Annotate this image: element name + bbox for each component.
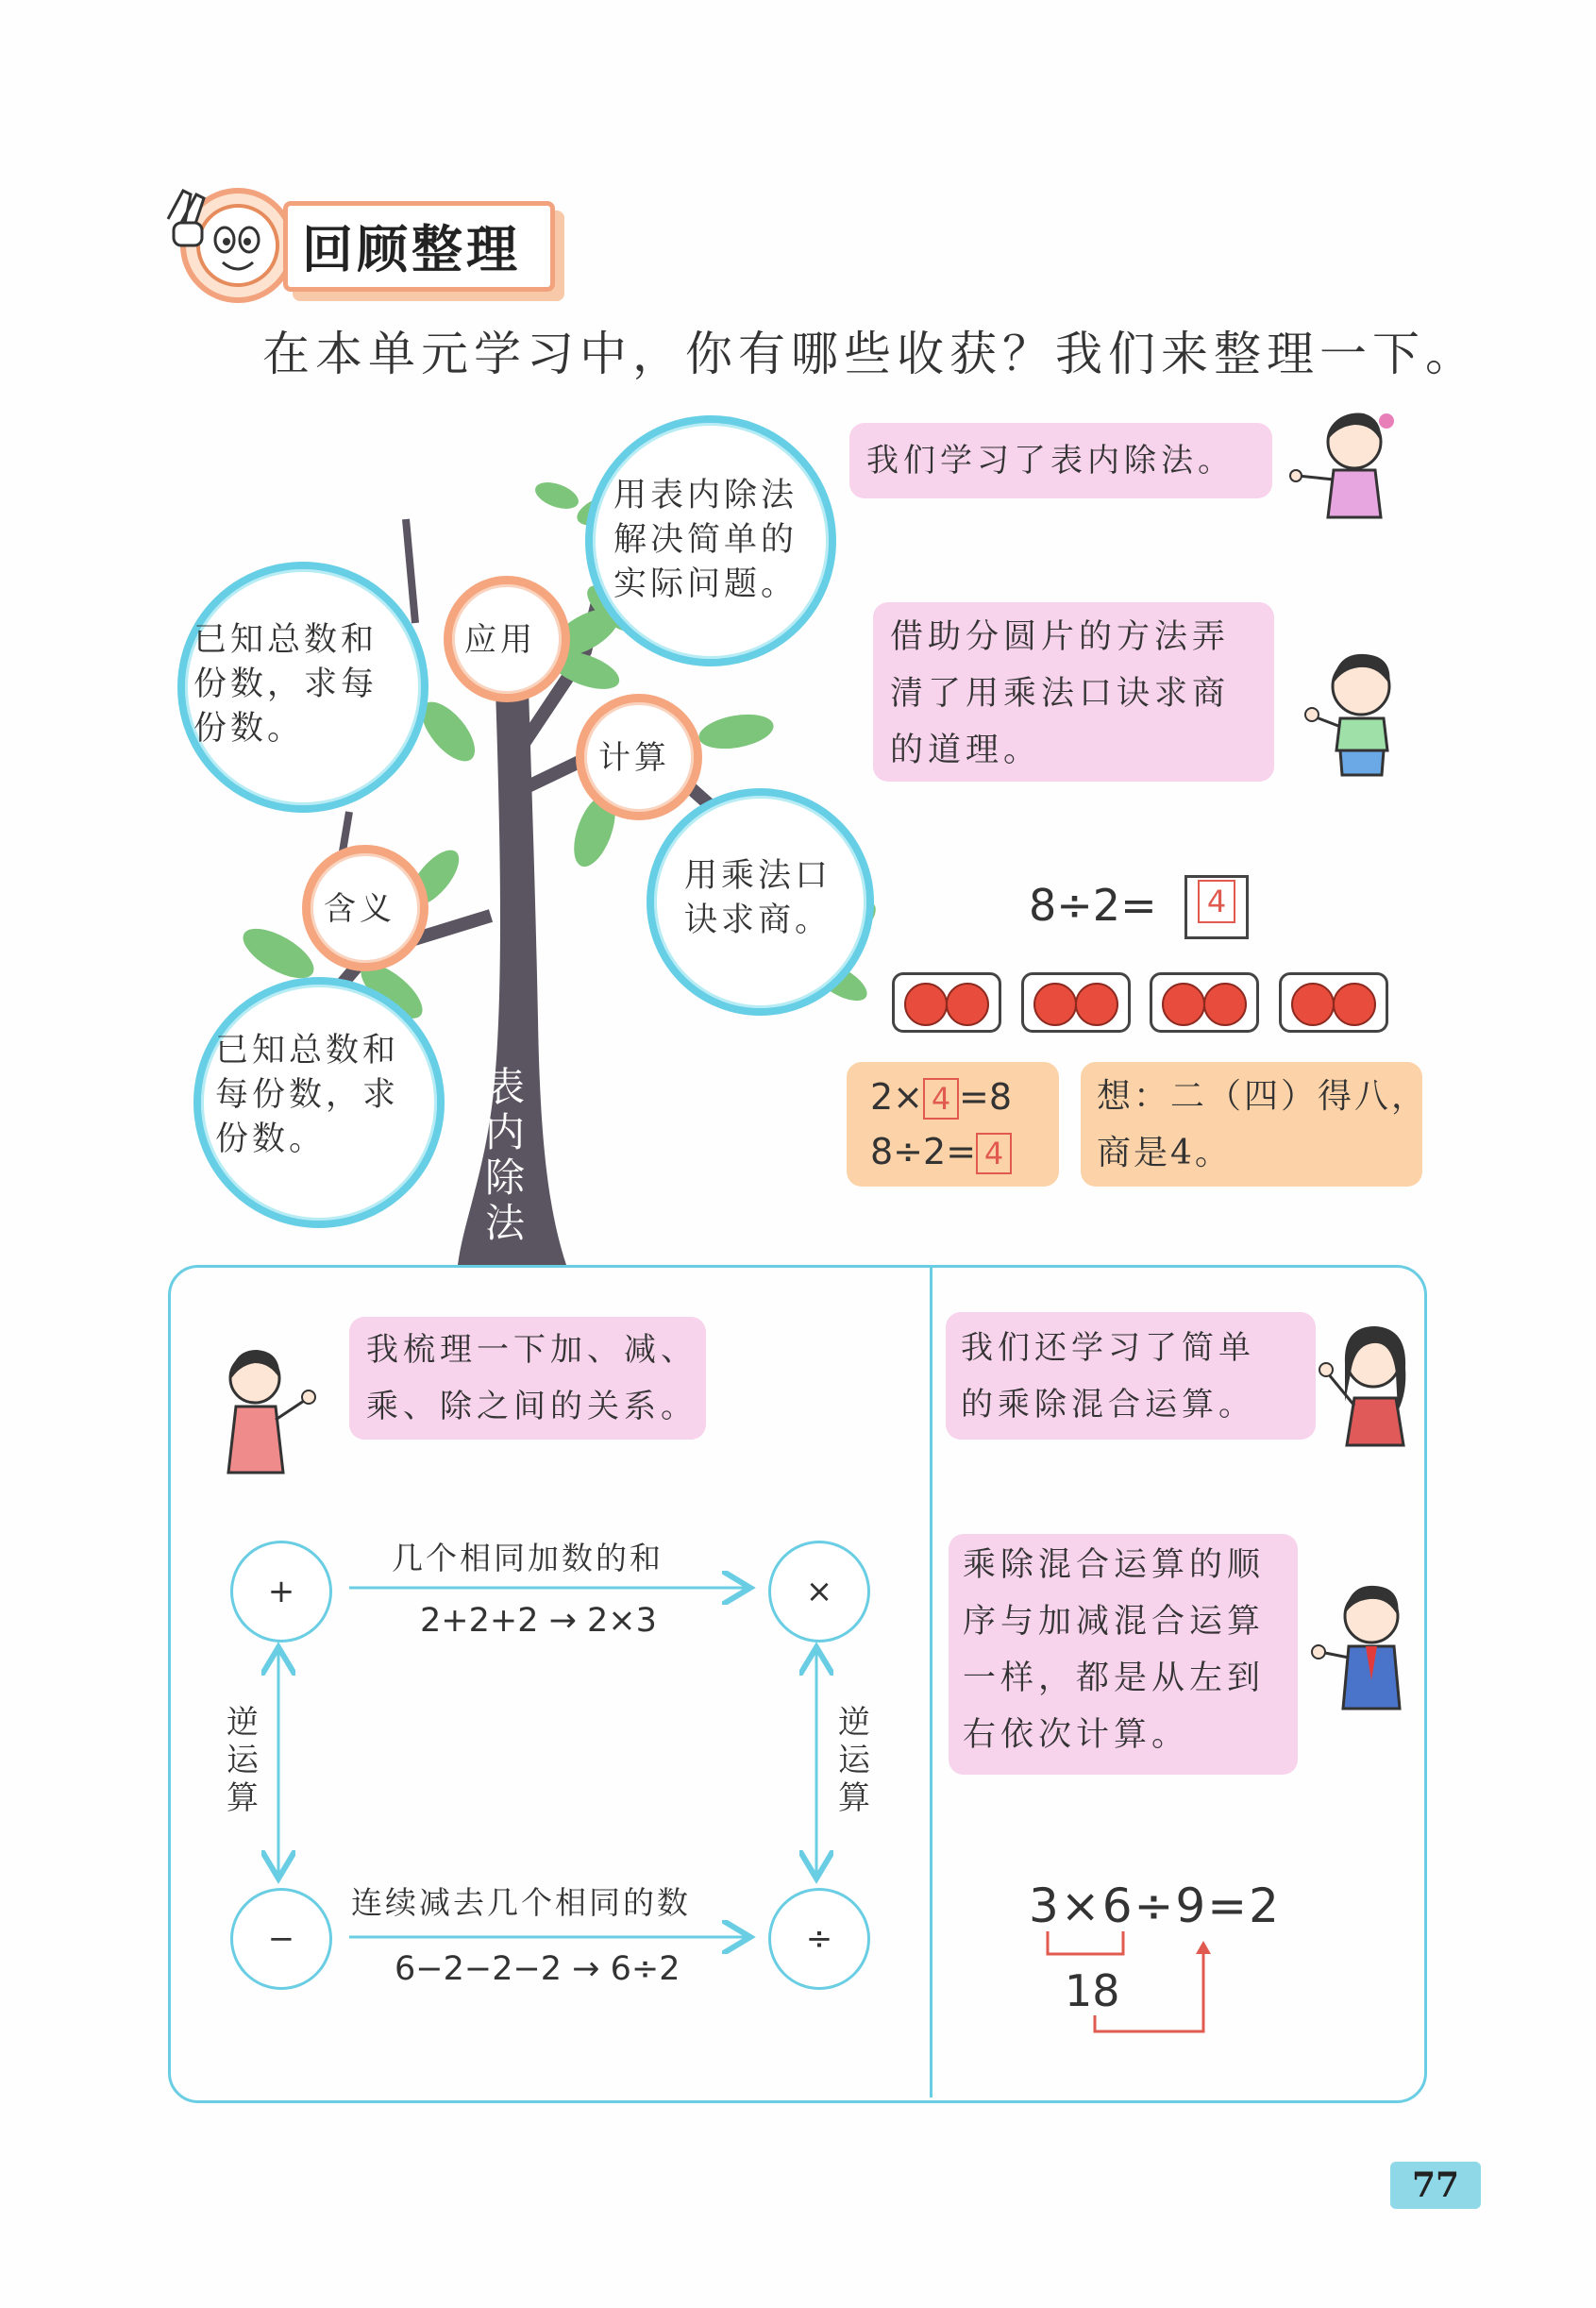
counter-group <box>892 972 1001 1033</box>
trunk-char: 除 <box>484 1154 525 1201</box>
trunk-char: 内 <box>484 1109 525 1155</box>
bottom-caption: 连续减去几个相同的数 <box>351 1884 691 1921</box>
think-text: 想：二（四）得八， 商是4。 <box>1097 1077 1429 1172</box>
minus-circle: − <box>230 1888 332 1990</box>
red-counter <box>1162 983 1205 1026</box>
red-counter <box>1203 983 1247 1026</box>
divide-circle: ÷ <box>768 1888 870 1990</box>
section-title: 回顾整理 <box>302 220 521 279</box>
boy-character-top <box>1302 647 1406 779</box>
bubble-calculation-text: 用乘法口 诀求商。 <box>684 857 832 939</box>
girl-character-left <box>217 1340 321 1477</box>
girl-character-top <box>1288 404 1402 536</box>
multiplication-line: 2× 4 =8 <box>870 1076 1013 1118</box>
bubble-meaning-share-text: 已知总数和 份数，求每 份数。 <box>193 621 378 748</box>
red-counter <box>904 983 948 1026</box>
page-number: 77 <box>1390 2162 1481 2209</box>
red-counter <box>1075 983 1118 1026</box>
branch-label-application: 应用 <box>464 621 536 659</box>
answer-box <box>1184 875 1249 939</box>
answer-value: 4 <box>976 1133 1012 1174</box>
panel-divider <box>930 1268 932 2097</box>
branch-label-meaning: 含义 <box>324 890 395 928</box>
plus-circle: + <box>230 1541 332 1643</box>
answer-value: 4 <box>1198 880 1235 923</box>
intro-sentence: 在本单元学习中，你有哪些收获？我们来整理一下。 <box>262 327 1478 381</box>
counter-group <box>1150 972 1259 1033</box>
red-counter <box>1333 983 1376 1026</box>
mixed-intermediate: 18 <box>1065 1965 1120 2016</box>
bubble-application-text: 用表内除法 解决简单的 实际问题。 <box>613 477 798 603</box>
header-mascot <box>162 181 294 313</box>
speech-girl-top-text: 我们学习了表内除法。 <box>866 442 1235 480</box>
mixed-equation: 3×6÷9=2 <box>1029 1878 1281 1933</box>
speech-boy-right-text: 乘除混合运算的顺 序与加减混合运算 一样，都是从左到 右依次计算。 <box>963 1546 1266 1754</box>
top-example: 2+2+2 → 2×3 <box>420 1602 657 1640</box>
girl-character-right <box>1317 1317 1420 1449</box>
division-equation: 8÷2= <box>1029 880 1157 931</box>
speech-boy-top-text: 借助分圆片的方法弄 清了用乘法口诀求商 的道理。 <box>890 618 1231 769</box>
mixed-brackets <box>1038 1926 1227 2048</box>
answer-value: 4 <box>923 1078 959 1120</box>
times-circle: × <box>768 1541 870 1643</box>
bubble-meaning-count-text: 已知总数和 每份数，求 份数。 <box>215 1032 400 1158</box>
boy-character-right <box>1307 1576 1416 1718</box>
red-counter <box>1033 983 1077 1026</box>
red-counter <box>946 983 989 1026</box>
speech-girl-right-text: 我们还学习了简单 的乘除混合运算。 <box>961 1329 1255 1424</box>
trunk-char: 法 <box>484 1200 525 1246</box>
bottom-example: 6−2−2−2 → 6÷2 <box>395 1950 680 1988</box>
inverse-label-right: 逆 运 算 <box>838 1704 870 1817</box>
counter-group <box>1279 972 1388 1033</box>
top-caption: 几个相同加数的和 <box>392 1540 664 1576</box>
counter-group <box>1021 972 1131 1033</box>
division-line: 8÷2= 4 <box>870 1129 1012 1174</box>
inverse-label-left: 逆 运 算 <box>227 1704 259 1817</box>
red-counter <box>1291 983 1335 1026</box>
trunk-char: 表 <box>484 1064 525 1110</box>
speech-girl-left-text: 我梳理一下加、减、 乘、除之间的关系。 <box>366 1331 697 1425</box>
branch-label-calculation: 计算 <box>598 739 670 777</box>
tree-trunk-label <box>481 1065 529 1246</box>
